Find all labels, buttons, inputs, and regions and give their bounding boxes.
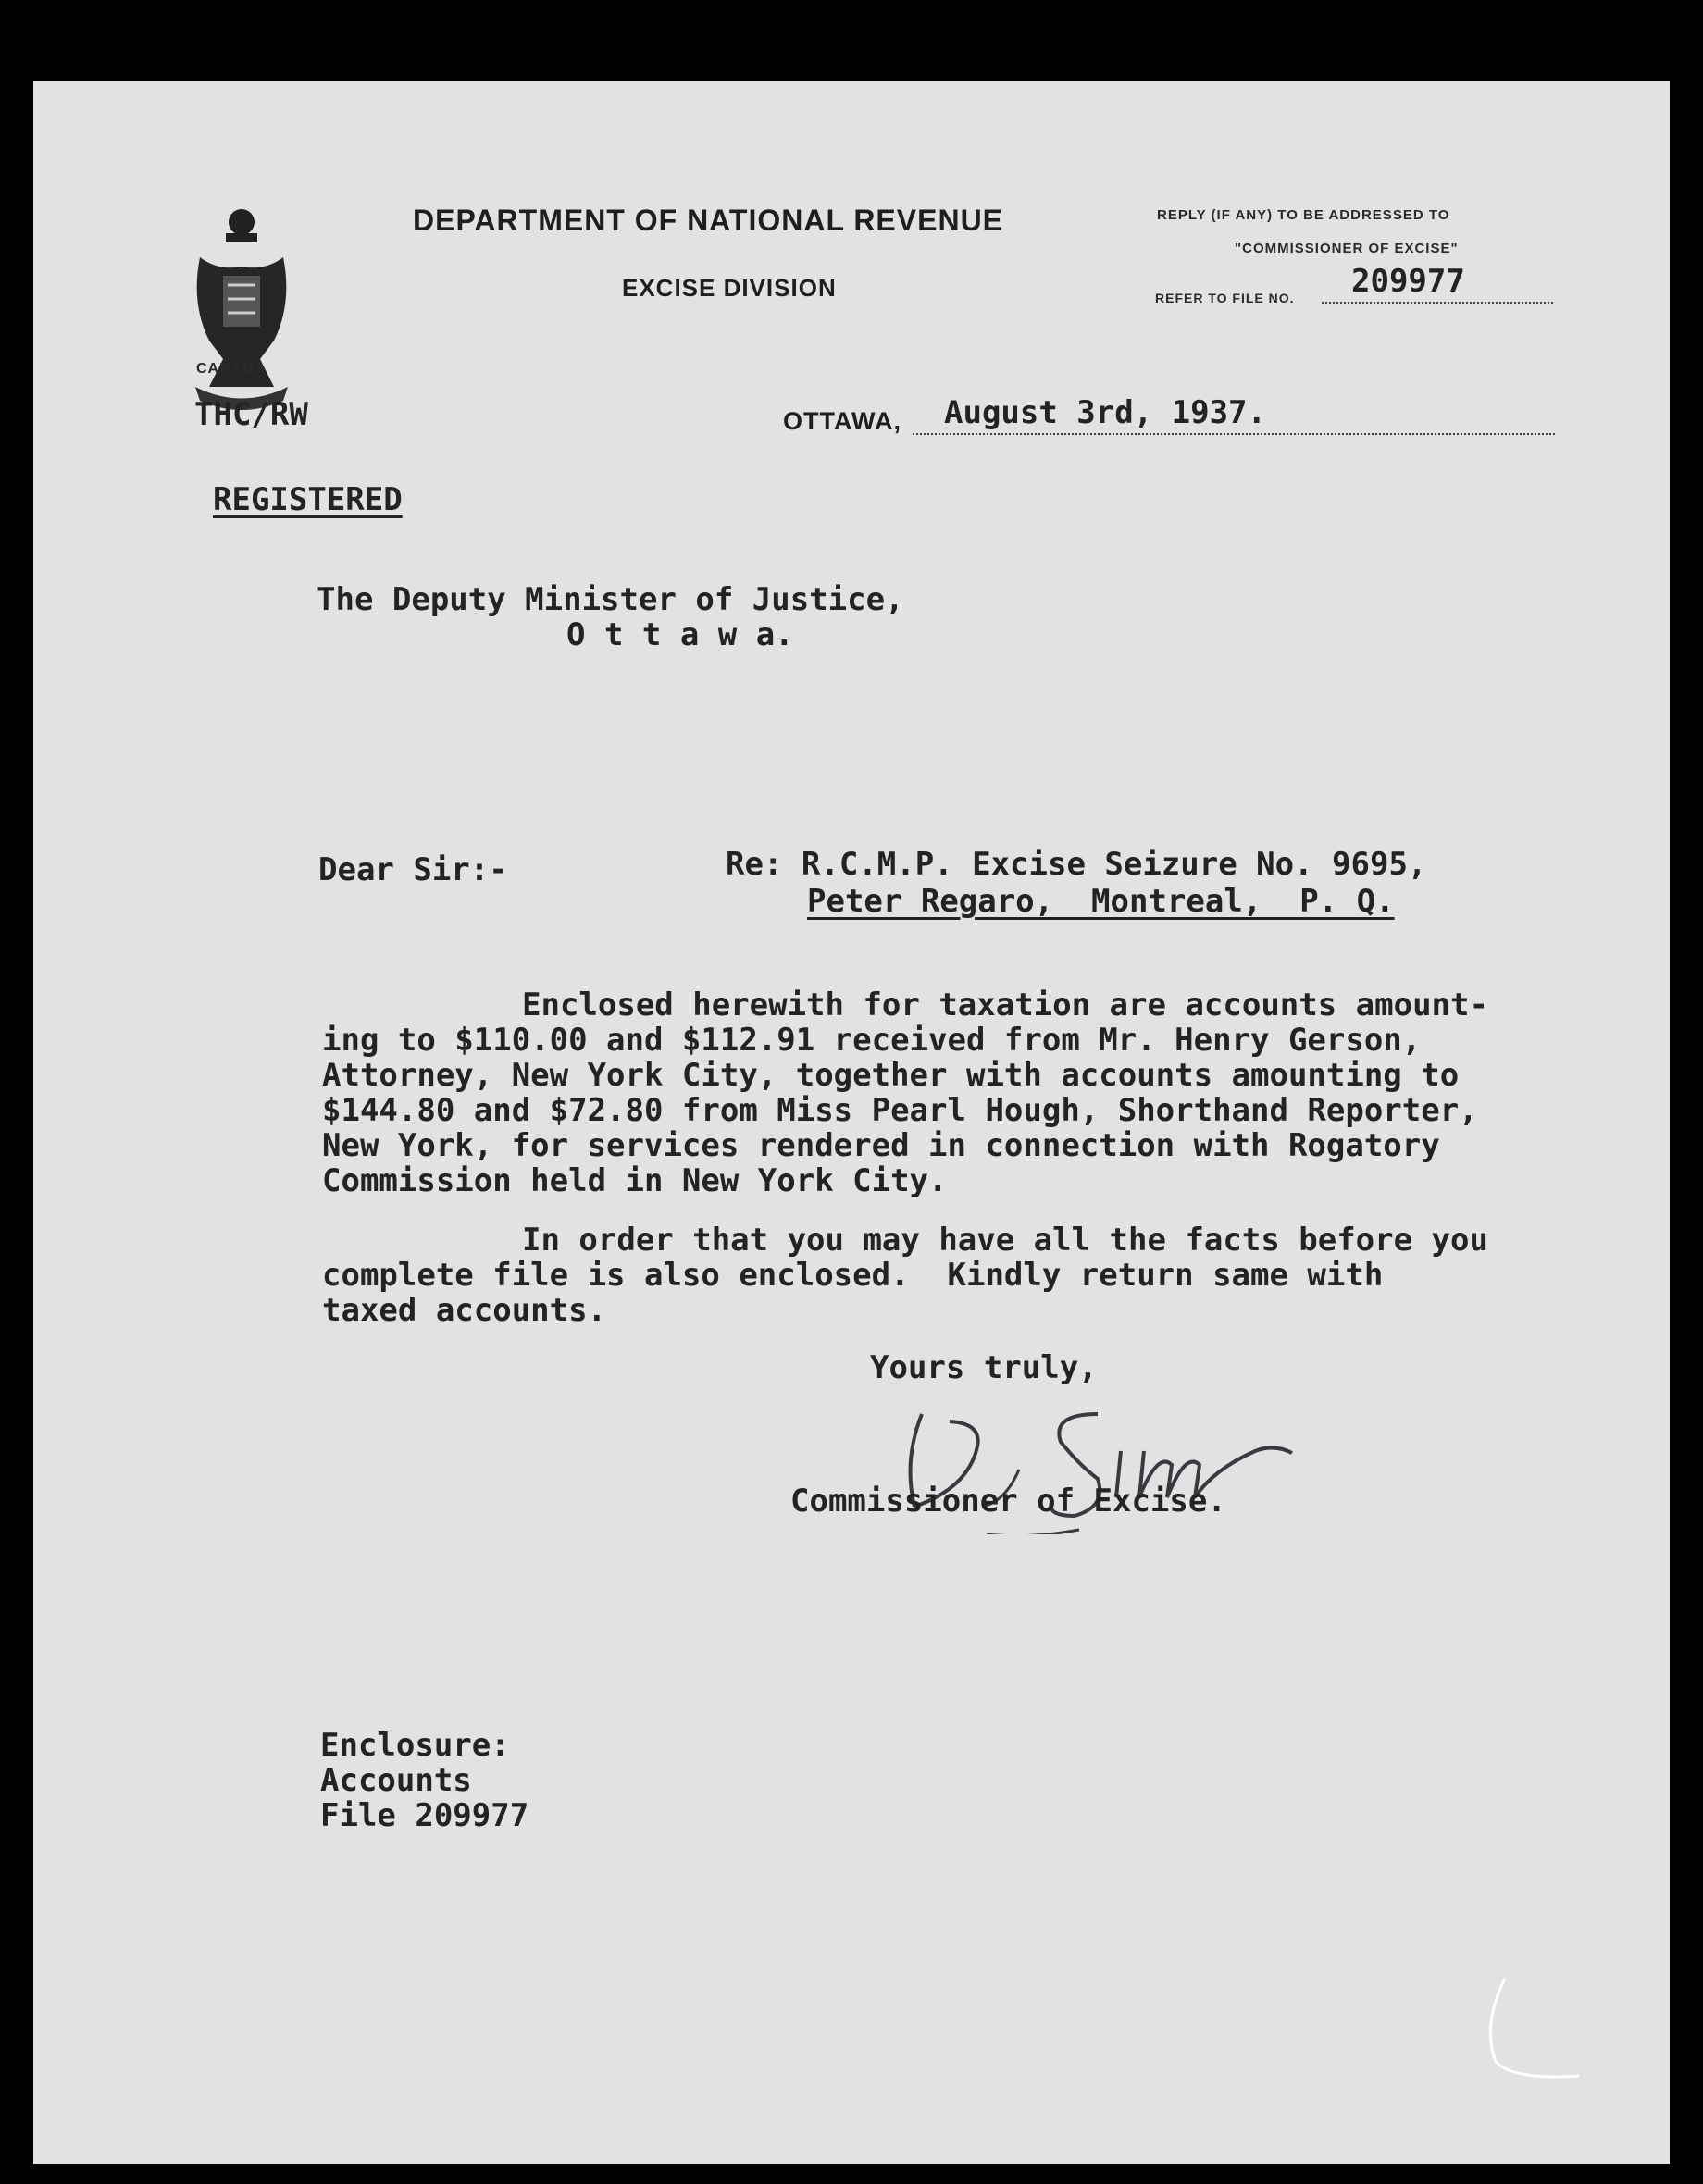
country-label: CANADA <box>196 361 267 377</box>
file-number-label: REFER TO FILE NO. <box>1155 291 1295 305</box>
enclosure-item-file: File 209977 <box>320 1797 529 1834</box>
salutation: Dear Sir:- <box>318 851 508 888</box>
addressee-line1: The Deputy Minister of Justice, <box>317 581 904 618</box>
reply-instruction-line2: "COMMISSIONER OF EXCISE" <box>1235 241 1459 256</box>
registered-mark: REGISTERED <box>213 481 403 518</box>
file-number-value: 209977 <box>1351 263 1465 300</box>
paragraph-line: Attorney, New York City, together with accounts amounting to <box>322 1057 1460 1094</box>
letter-page <box>33 81 1670 2164</box>
enclosure-label: Enclosure: <box>320 1727 510 1764</box>
subject-line1: Re: R.C.M.P. Excise Seizure No. 9695, <box>726 846 1427 883</box>
department-title: DEPARTMENT OF NATIONAL REVENUE <box>413 204 1004 237</box>
reference-initials: THC/RW <box>194 396 308 433</box>
enclosure-item-accounts: Accounts <box>320 1762 472 1799</box>
paragraph-line: Commission held in New York City. <box>322 1162 948 1199</box>
signature-title: Commissioner of Excise. <box>790 1483 1226 1520</box>
paragraph-line: In order that you may have all the facts before you <box>522 1222 1488 1259</box>
paragraph-line: New York, for services rendered in connection with Rogatory <box>322 1127 1440 1164</box>
paragraph-line: ing to $110.00 and $112.91 received from Mr. Henry Gerson, <box>322 1022 1422 1059</box>
paragraph-line: $144.80 and $72.80 from Miss Pearl Hough, Shorthand Reporter, <box>322 1092 1478 1129</box>
paragraph-line: Enclosed herewith for taxation are accounts amount- <box>522 987 1488 1024</box>
place-label: OTTAWA, <box>783 407 901 435</box>
letter-date: August 3rd, 1937. <box>944 394 1266 431</box>
paragraph-line: taxed accounts. <box>322 1292 607 1329</box>
reply-instruction-line1: REPLY (IF ANY) TO BE ADDRESSED TO <box>1157 207 1450 223</box>
addressee-line2: O t t a w a. <box>566 616 794 653</box>
paragraph-line: complete file is also enclosed. Kindly return same with <box>322 1257 1384 1294</box>
subject-line2: Peter Regaro, Montreal, P. Q. <box>807 883 1395 920</box>
closing: Yours truly, <box>870 1349 1098 1386</box>
division-title: EXCISE DIVISION <box>622 274 837 302</box>
pencil-mark <box>1477 1969 1607 2090</box>
